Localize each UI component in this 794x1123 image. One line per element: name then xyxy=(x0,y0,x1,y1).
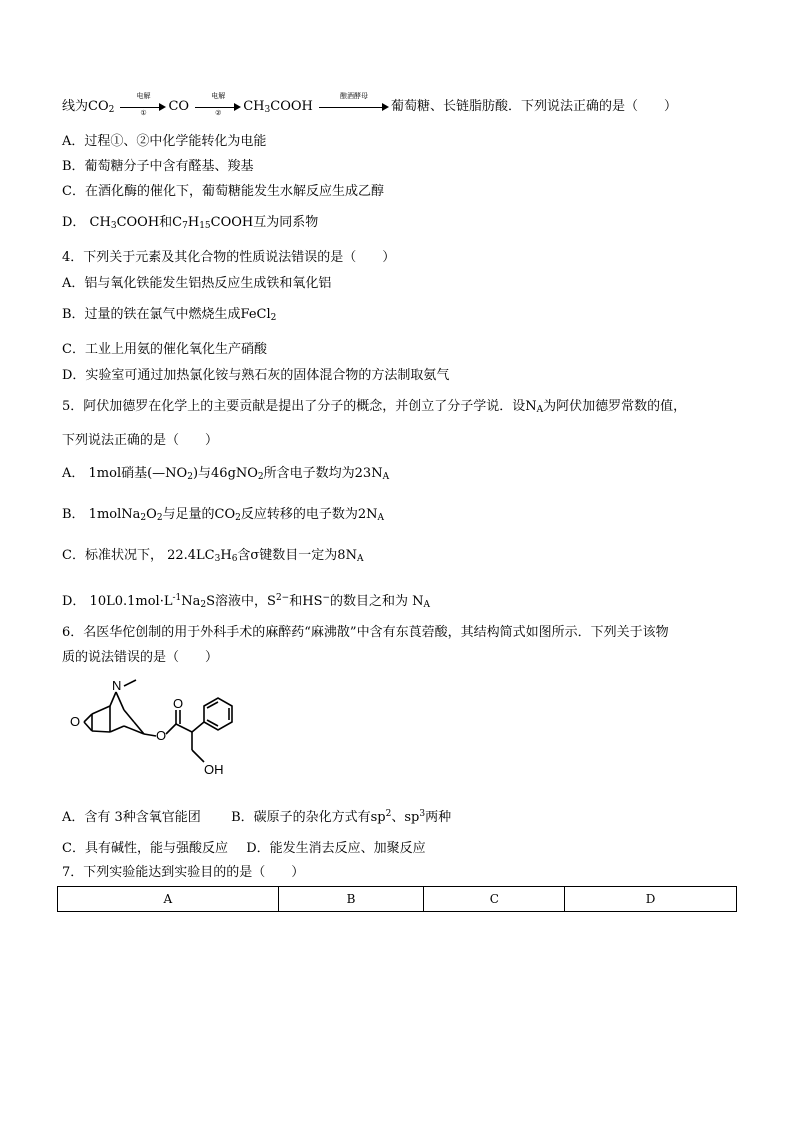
q3-text: CH xyxy=(243,99,265,114)
q4-option-c: C．工业上用氨的催化氧化生产硝酸 xyxy=(62,342,267,357)
bond xyxy=(144,734,156,736)
superscript: -1 xyxy=(172,593,182,603)
bond xyxy=(92,706,110,714)
q5-text: B． 1molNa xyxy=(62,507,141,522)
q6-text: 两种 xyxy=(425,810,452,825)
subscript: 15 xyxy=(199,221,211,231)
q6-option-c: C．具有碱性，能与强酸反应 xyxy=(62,841,228,856)
q3-text: COOH xyxy=(270,99,313,114)
q5-text: 的数目之和为 N xyxy=(330,594,424,609)
q3-option-d xyxy=(62,214,318,235)
subscript: 2 xyxy=(108,105,115,115)
q6-text: 、sp xyxy=(391,810,420,825)
q5-text: H xyxy=(220,548,232,563)
subscript: 2 xyxy=(200,600,207,610)
subscript: A xyxy=(377,513,385,523)
q3-text: 线为CO xyxy=(62,99,109,114)
bond xyxy=(110,726,124,732)
q5-text: 含σ键数目一定为8N xyxy=(237,548,357,563)
subscript: 2 xyxy=(257,472,264,482)
q3-text: COOH和C xyxy=(116,215,183,230)
superscript: − xyxy=(322,593,331,603)
bond xyxy=(166,724,176,734)
q6-option-a: A．含有 3种含氧官能团 xyxy=(62,810,201,825)
bond xyxy=(124,710,134,722)
q3-text: D． CH xyxy=(62,215,111,230)
bond xyxy=(192,750,204,762)
arrow-label: 电解 xyxy=(136,91,151,100)
subscript: 7 xyxy=(182,221,188,231)
q6-text: B．碳原子的杂化方式有sp xyxy=(231,810,386,825)
table-header-cell: C xyxy=(424,887,565,912)
q6-stem-line1: 6．名医华佗创制的用于外科手术的麻醉药“麻沸散”中含有东莨菪酸，其结构简式如图所示．下列关于该物 xyxy=(62,625,669,640)
q3-intro xyxy=(62,91,678,119)
q5-text: 所含电子数均为23N xyxy=(263,466,383,481)
subscript: 3 xyxy=(264,105,271,115)
q5-stem-line1 xyxy=(62,398,686,419)
table-header-cell: A xyxy=(58,887,279,912)
subscript: 6 xyxy=(231,554,238,564)
bond xyxy=(84,714,92,722)
reaction-arrow-2 xyxy=(195,91,241,117)
q3-text: COOH互为同系物 xyxy=(210,215,319,230)
hydroxyl-label: OH xyxy=(204,762,224,777)
q5-stem-line2: 下列说法正确的是（ ） xyxy=(62,433,219,448)
bond xyxy=(124,680,136,686)
q4-option-a: A．铝与氧化铁能发生铝热反应生成铁和氧化铝 xyxy=(62,276,332,291)
q5-text: 和HS xyxy=(289,594,323,609)
q7-options-table xyxy=(57,886,737,912)
bond xyxy=(84,722,92,731)
table-header-cell: D xyxy=(565,887,737,912)
q4-text: B．过量的铁在氯气中燃烧生成FeCl xyxy=(62,307,271,322)
superscript: 2− xyxy=(275,593,290,603)
subscript: A xyxy=(536,405,544,415)
q5-text: 与足量的CO xyxy=(162,507,236,522)
subscript: 2 xyxy=(156,513,163,523)
arrow-label: 酿酒酵母 xyxy=(340,91,369,100)
q5-option-c xyxy=(62,547,363,568)
q5-text: C．标准状况下， 22.4LC xyxy=(62,548,215,563)
q3-text: CO xyxy=(168,99,190,114)
q7-stem: 7．下列实验能达到实验目的的是（ ） xyxy=(62,865,305,880)
q5-text: O xyxy=(146,507,157,522)
bond xyxy=(92,731,110,732)
carbonyl-oxygen-label: O xyxy=(173,696,184,711)
q6-stem-line2: 质的说法错误的是（ ） xyxy=(62,650,219,665)
q6-option-b xyxy=(231,810,451,825)
arrow-label: ② xyxy=(215,108,222,117)
q5-text: S溶液中，S xyxy=(206,594,276,609)
q5-text: A． 1mol硝基(—NO xyxy=(62,466,188,481)
q5-option-b xyxy=(62,506,384,527)
subscript: A xyxy=(423,600,431,610)
bond xyxy=(192,722,204,732)
bond xyxy=(116,692,124,710)
nitrogen-label: N xyxy=(112,678,122,693)
q5-text: Na xyxy=(181,594,201,609)
subscript: 2 xyxy=(140,513,147,523)
subscript: A xyxy=(382,472,390,482)
superscript: 3 xyxy=(419,809,426,819)
subscript: A xyxy=(356,554,364,564)
q5-text: 反应转移的电子数为2N xyxy=(240,507,378,522)
reaction-arrow-1 xyxy=(120,91,166,117)
q4-option-b xyxy=(62,306,276,327)
q3-text: 葡萄糖、长链脂肪酸．下列说法正确的是（ ） xyxy=(391,99,678,114)
q3-option-b: B．葡萄糖分子中含有醛基、羧基 xyxy=(62,159,254,174)
table-header-cell: B xyxy=(278,887,424,912)
arrow-label: 电解 xyxy=(211,91,226,100)
superscript: 2 xyxy=(385,809,392,819)
reaction-arrow-3 xyxy=(319,91,389,114)
q3-text: H xyxy=(187,215,200,230)
q5-text: 为阿伏加德罗常数的值， xyxy=(543,399,687,414)
subscript: 2 xyxy=(235,513,241,523)
q6-options-cd xyxy=(62,840,426,858)
q6-options-ab xyxy=(62,805,451,827)
q4-stem: 4．下列关于元素及其化合物的性质说法错误的是（ ） xyxy=(62,250,396,265)
q3-option-a: A．过程①、②中化学能转化为电能 xyxy=(62,134,267,149)
q5-option-a xyxy=(62,465,389,486)
q5-text: )与46gNO xyxy=(192,466,258,481)
subscript: 3 xyxy=(214,554,221,564)
subscript: 3 xyxy=(110,221,117,231)
ester-oxygen-label: O xyxy=(156,728,167,743)
subscript: 2 xyxy=(187,472,193,482)
q6-option-d: D．能发生消去反应、加聚反应 xyxy=(246,841,426,856)
epoxide-oxygen-label: O xyxy=(70,714,81,729)
q4-option-d: D．实验室可通过加热氯化铵与熟石灰的固体混合物的方法制取氨气 xyxy=(62,368,450,383)
q5-text: 5．阿伏加德罗在化学上的主要贡献是提出了分子的概念，并创立了分子学说．设N xyxy=(62,399,537,414)
bond xyxy=(176,724,192,732)
scopolamine-structure-diagram xyxy=(62,676,252,786)
q3-option-c: C．在酒化酶的催化下，葡萄糖能发生水解反应生成乙醇 xyxy=(62,184,384,199)
arrow-label: ① xyxy=(140,108,147,117)
subscript: 2 xyxy=(270,313,277,323)
q5-option-d xyxy=(62,589,430,614)
bond xyxy=(110,692,116,706)
table-header-row xyxy=(58,887,737,912)
q5-text: D． 10L0.1mol·L xyxy=(62,594,173,609)
